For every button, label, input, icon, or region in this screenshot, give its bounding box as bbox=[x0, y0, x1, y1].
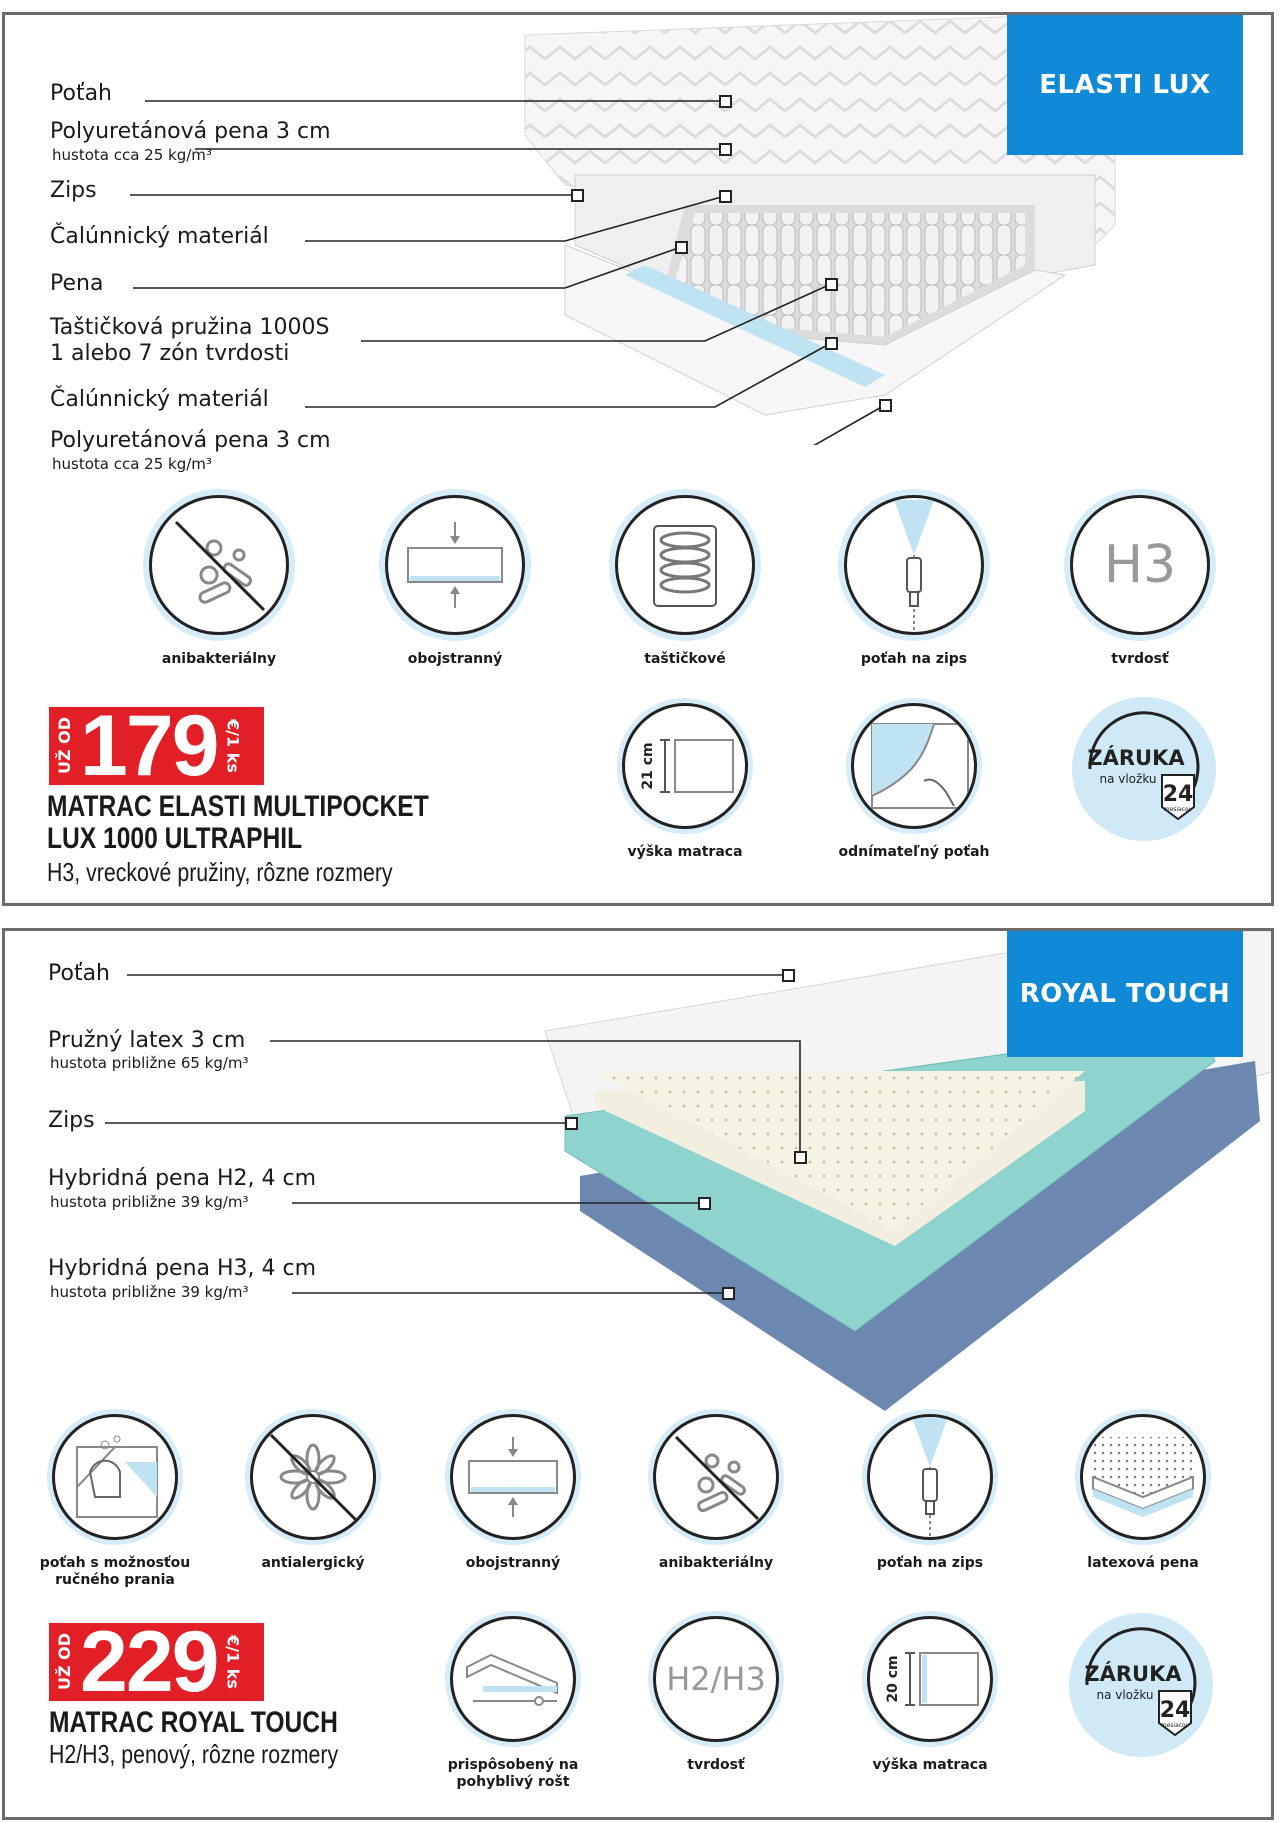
layer-label: Čalúnnický materiál bbox=[50, 224, 269, 249]
antibacterial-icon bbox=[656, 1417, 776, 1537]
feature-firmness bbox=[636, 1611, 796, 1774]
feature-caption: obojstranný bbox=[407, 651, 503, 667]
price-unit: €/1 ks bbox=[223, 1635, 243, 1689]
svg-text:ZÁRUKA: ZÁRUKA bbox=[1084, 1662, 1182, 1686]
svg-text:mesiacov: mesiacov bbox=[1163, 806, 1193, 813]
svg-text:mesiacov: mesiacov bbox=[1160, 1722, 1190, 1729]
feature-caption: taštičkové bbox=[644, 651, 726, 667]
feature-double-sided bbox=[375, 489, 535, 668]
product-name: MATRAC ELASTI MULTIPOCKET bbox=[47, 790, 429, 823]
price-tag bbox=[49, 1614, 264, 1710]
layer-label: Poťah bbox=[48, 961, 110, 986]
latex-foam-icon bbox=[1083, 1417, 1203, 1537]
layer-sublabel: hustota približne 39 kg/m³ bbox=[50, 1193, 249, 1211]
svg-text:20 cm: 20 cm bbox=[885, 1655, 901, 1703]
feature-caption: anibakteriálny bbox=[161, 651, 277, 667]
product-name: LUX 1000 ULTRAPHIL bbox=[47, 822, 303, 855]
brand-badge: ELASTI LUX bbox=[1007, 15, 1243, 155]
price-prefix: UŽ OD bbox=[55, 717, 74, 775]
antibacterial-icon bbox=[154, 500, 284, 630]
feature-zipper bbox=[834, 489, 994, 668]
feature-firmness bbox=[1060, 489, 1220, 668]
feature-removable-cover bbox=[834, 698, 994, 861]
layer-label: Pena bbox=[50, 271, 104, 296]
feature-caption: obojstranný bbox=[465, 1555, 561, 1571]
height-icon bbox=[870, 1619, 990, 1739]
feature-caption: poťah na zips bbox=[860, 651, 968, 667]
price-prefix: UŽ OD bbox=[55, 1633, 74, 1691]
svg-text:21 cm: 21 cm bbox=[640, 742, 656, 790]
feature-latex-foam bbox=[1063, 1409, 1223, 1572]
layer-label: Polyuretánová pena 3 cm bbox=[50, 119, 331, 144]
product-name: MATRAC ROYAL TOUCH bbox=[49, 1706, 338, 1739]
price-value: 229 bbox=[80, 1614, 218, 1710]
svg-text:na vložku: na vložku bbox=[1096, 1688, 1154, 1702]
feature-double-sided bbox=[433, 1409, 593, 1572]
feature-hand-wash bbox=[35, 1409, 195, 1589]
layer-sublabel: hustota cca 25 kg/m³ bbox=[52, 455, 212, 473]
feature-antibacterial bbox=[636, 1409, 796, 1572]
price-unit: €/1 ks bbox=[223, 719, 243, 773]
product-panel-royal-touch bbox=[2, 928, 1274, 1820]
feature-caption: odnímateľný poťah bbox=[838, 844, 990, 860]
feature-caption: latexová pena bbox=[1087, 1555, 1199, 1571]
svg-text:24: 24 bbox=[1159, 1698, 1191, 1723]
warranty-badge bbox=[1070, 695, 1218, 843]
layer-label: Zips bbox=[50, 178, 97, 203]
layer-sublabel: hustota cca 25 kg/m³ bbox=[52, 146, 212, 164]
double-sided-icon bbox=[390, 500, 520, 630]
feature-caption: tvrdosť bbox=[687, 1757, 745, 1773]
firmness-icon: H2/H3 bbox=[666, 1660, 766, 1698]
feature-zipper bbox=[850, 1409, 1010, 1572]
svg-text:na vložku: na vložku bbox=[1099, 772, 1157, 786]
product-description: H3, vreckové pružiny, rôzne rozmery bbox=[47, 857, 393, 887]
feature-height bbox=[850, 1611, 1010, 1774]
feature-height bbox=[605, 698, 765, 861]
adjustable-base-icon bbox=[453, 1619, 573, 1739]
feature-antibacterial bbox=[139, 489, 299, 668]
svg-text:ZÁRUKA: ZÁRUKA bbox=[1087, 746, 1185, 770]
price-value: 179 bbox=[80, 698, 218, 794]
height-icon bbox=[625, 706, 745, 826]
price-tag bbox=[49, 698, 264, 794]
feature-caption: prispôsobený na pohyblivý rošt bbox=[447, 1757, 579, 1790]
feature-caption: antialergický bbox=[261, 1555, 365, 1571]
layer-label: Čalúnnický materiál bbox=[50, 387, 269, 412]
double-sided-icon bbox=[453, 1417, 573, 1537]
layer-label: Zips bbox=[48, 1108, 95, 1133]
brand-badge: ROYAL TOUCH bbox=[1007, 931, 1243, 1057]
feature-pocket-spring bbox=[605, 489, 765, 668]
layer-label: Pružný latex 3 cm bbox=[48, 1028, 246, 1053]
feature-caption: tvrdosť bbox=[1111, 651, 1169, 667]
feature-caption: poťah s možnosťou ručného prania bbox=[39, 1555, 191, 1588]
feature-caption: výška matraca bbox=[872, 1757, 988, 1773]
antiallergic-icon bbox=[253, 1417, 373, 1537]
hand-wash-icon bbox=[55, 1417, 175, 1537]
layer-sublabel: hustota približne 39 kg/m³ bbox=[50, 1283, 249, 1301]
layer-label: Taštičková pružina 1000S bbox=[50, 315, 330, 340]
pocket-spring-icon bbox=[620, 500, 750, 630]
layer-label: Hybridná pena H2, 4 cm bbox=[48, 1166, 317, 1191]
firmness-icon: H3 bbox=[1103, 535, 1177, 595]
product-panel-elasti-lux bbox=[2, 12, 1274, 906]
feature-caption: poťah na zips bbox=[876, 1555, 984, 1571]
warranty-badge bbox=[1067, 1611, 1215, 1759]
product-description: H2/H3, penový, rôzne rozmery bbox=[49, 1739, 339, 1769]
layer-sublabel: hustota približne 65 kg/m³ bbox=[50, 1054, 249, 1072]
svg-text:24: 24 bbox=[1162, 782, 1194, 807]
layer-label: Hybridná pena H3, 4 cm bbox=[48, 1256, 317, 1281]
feature-caption: výška matraca bbox=[627, 844, 743, 860]
zipper-icon bbox=[849, 500, 979, 630]
layer-label: Poťah bbox=[50, 81, 112, 106]
zipper-icon bbox=[870, 1417, 990, 1537]
feature-adjustable-base bbox=[433, 1611, 593, 1791]
layer-sublabel: 1 alebo 7 zón tvrdosti bbox=[50, 341, 290, 366]
feature-caption: anibakteriálny bbox=[658, 1555, 774, 1571]
layer-label: Polyuretánová pena 3 cm bbox=[50, 428, 331, 453]
feature-antiallergic bbox=[233, 1409, 393, 1572]
removable-cover-icon bbox=[854, 706, 974, 826]
